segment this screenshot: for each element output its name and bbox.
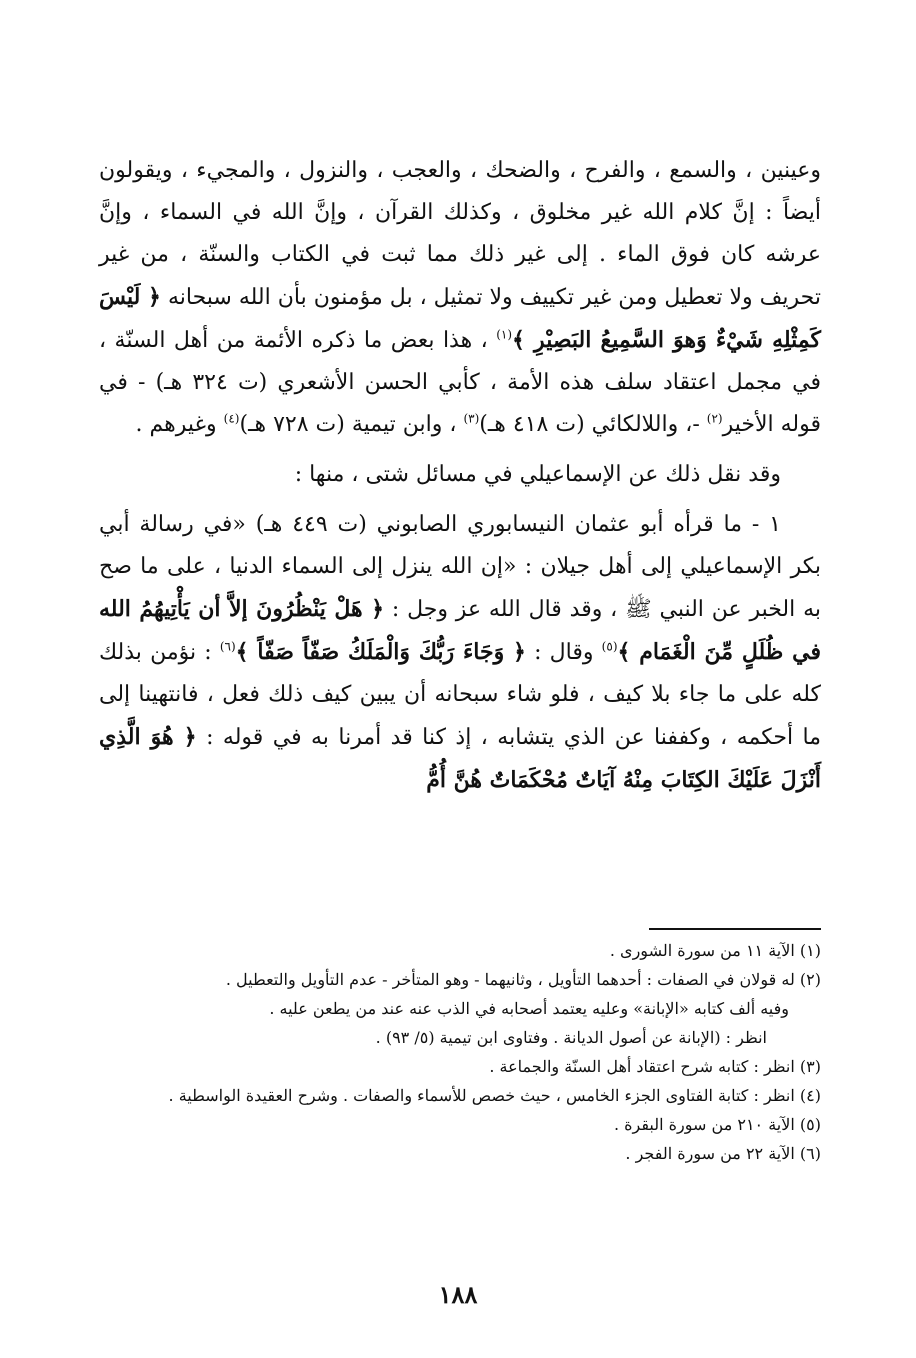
footnote-2-continuation: وفيه ألف كتابه «الإبانة» وعليه يعتمد أصحابه في الذب عنه عند من يطعن عليه . bbox=[269, 999, 789, 1018]
footnote-ref-1: (١) bbox=[496, 327, 513, 342]
footnotes bbox=[99, 936, 821, 1168]
paragraph-1 bbox=[99, 150, 821, 446]
paragraph-1-text-e: وغيرهم . bbox=[135, 412, 224, 437]
footnote-3: (٣) انظر : كتابه شرح اعتقاد أهل السنّة والجماعة . bbox=[489, 1057, 821, 1076]
footnote-ref-2: (٢) bbox=[706, 411, 723, 426]
paragraph-3-text-b: وقال : bbox=[525, 640, 602, 665]
paragraph-1-text-d: ، وابن تيمية (ت ٧٢٨ هـ) bbox=[239, 412, 464, 437]
paragraph-2: وقد نقل ذلك عن الإسماعيلي في مسائل شتى ، منها : bbox=[294, 462, 781, 487]
quran-verse-4: ﴿ هُوَ الَّذِي أَنْزَلَ عَلَيْكَ الكِتَابَ مِنْهُ آيَاتٌ مُحْكَمَاتٌ هُنَّ أُمُّ bbox=[99, 724, 821, 793]
footnote-separator bbox=[649, 928, 821, 930]
footnote-4: (٤) انظر : كتابة الفتاوى الجزء الخامس ، حيث خصص للأسماء والصفات . وشرح العقيدة الواسطية . bbox=[168, 1086, 821, 1105]
footnote-1: (١) الآية ١١ من سورة الشورى . bbox=[609, 941, 821, 960]
paragraph-1-text-c: -، واللالكائي (ت ٤١٨ هـ) bbox=[479, 412, 707, 437]
footnote-ref-6: (٦) bbox=[219, 639, 236, 654]
quran-verse-1: ﴿ لَيْسَ كَمِثْلِهِ شَيْءٌ وَهوَ السَّمِيعُ البَصِيْرِ ﴾ bbox=[99, 284, 821, 353]
quran-verse-2: ﴿ هَلْ يَنْظُرُونَ إلاَّ أن يَأْتِيهُمُ الله في ظُلَلٍ مِّنَ الْغَمَام ﴾ bbox=[99, 596, 821, 665]
footnote-ref-4: (٤) bbox=[223, 411, 240, 426]
page-number: ١٨٨ bbox=[438, 1280, 478, 1309]
paragraph-1-text-b: ، هذا بعض ما ذكره الأئمة من أهل السنّة ، في مجمل اعتقاد سلف هذه الأمة ، كأبي الحسن الأشعري (ت ٣٢٤ هـ) - في قوله الأخير bbox=[99, 328, 821, 437]
footnote-ref-3: (٣) bbox=[463, 411, 480, 426]
paragraph-3 bbox=[99, 504, 821, 802]
footnote-6: (٦) الآية ٢٢ من سورة الفجر . bbox=[625, 1144, 821, 1163]
paragraph-3-text-c: : نؤمن بذلك كله على ما جاء بلا كيف ، فلو شاء سبحانه أن يبين كيف ذلك فعل ، فانتهينا إلى ما أحكمه ، وكففنا عن الذي يتشابه ، إذ كنا قد أمرنا به في قوله : bbox=[99, 640, 821, 750]
paragraph-3-text-a: ١ - ما قرأه أبو عثمان النيسابوري الصابوني (ت ٤٤٩ هـ) «في رسالة أبي بكر الإسماعيلي إلى أهل جيلان : «إن الله ينزل إلى السماء الدنيا ، على ما صح به الخبر عن النبي ﷺ ، وقد قال الله عز وجل : bbox=[99, 512, 821, 622]
footnote-2-reference: انظر : (الإبانة عن أصول الديانة . وفتاوى ابن تيمية (٥/ ٩٣) . bbox=[375, 1028, 767, 1047]
footnote-2: (٢) له قولان في الصفات : أحدهما التأويل ، وثانيهما - وهو المتأخر - عدم التأويل والتعطيل . bbox=[225, 970, 821, 989]
footnote-5: (٥) الآية ٢١٠ من سورة البقرة . bbox=[613, 1115, 821, 1134]
main-text bbox=[99, 150, 821, 802]
footnote-ref-5: (٥) bbox=[601, 639, 618, 654]
paragraph-1-text-a: وعينين ، والسمع ، والفرح ، والضحك ، والعجب ، والنزول ، والمجيء ، ويقولون أيضاً : إنَّ كلام الله غير مخلوق ، وكذلك القرآن ، وإنَّ الله في السماء ، وإنَّ عرشه كان فوق الماء . إلى غير ذلك مما ثبت في الكتاب والسنّة ، من غير تحريف ولا تعطيل ومن غير تكييف ولا تمثيل ، بل مؤمنون بأن الله سبحانه bbox=[99, 158, 821, 310]
quran-verse-3: ﴿ وَجَاءَ رَبُّكَ وَالْمَلَكُ صَفّاً صَفّاً ﴾ bbox=[235, 639, 526, 665]
